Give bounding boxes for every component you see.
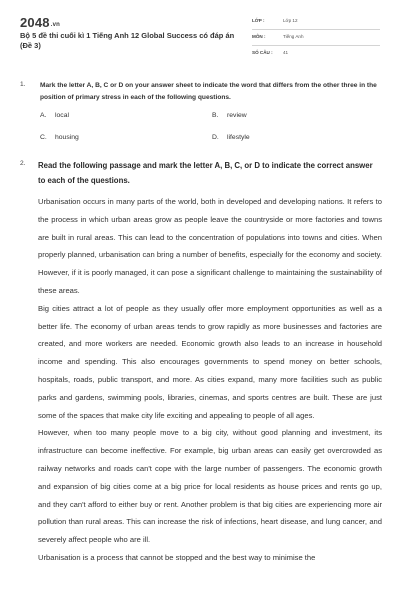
option-text: housing (55, 134, 79, 141)
question-prompt: Read the following passage and mark the letter A, B, C, or D to indicate the correct answer to each of the questions. (38, 161, 373, 185)
meta-row-count (252, 46, 380, 62)
option-text: lifestyle (227, 134, 250, 141)
meta-label-class: LỚP : (252, 18, 265, 23)
passage-paragraph: Urbanisation is a process that cannot be stopped and the best way to minimise the (38, 552, 316, 562)
option-text: review (227, 112, 247, 119)
option-letter: C. (40, 134, 47, 141)
option-b[interactable] (212, 112, 247, 119)
exam-meta-box (252, 14, 380, 62)
meta-label-subject: MÔN : (252, 34, 266, 39)
meta-value-class: Lớp 12 (283, 18, 298, 23)
option-letter: D. (212, 134, 219, 141)
option-letter: B. (212, 112, 219, 119)
question-prompt: Mark the letter A, B, C or D on your answer sheet to indicate the word that differs from the other three in the position of primary stress in each of the following questions. (40, 82, 377, 101)
page-header (0, 0, 400, 62)
option-letter: A. (40, 112, 47, 119)
passage-paragraph: However, when too many people move to a big city, without good planning and investment, its infrastructure can become ineffective. For example, big urban areas can easily get overcrowded as railway networks and roads can't cope with the large number of passengers. The economic growth and expansion of big cities come at a big price for local residents as house prices and rents go up, and they can't afford to either buy or rent. Another problem is that big cities are experiencing more air pollution than rural areas. This can increase the risk of infections, heart disease, and lung cancer, and severely affect people who are ill. (38, 428, 382, 545)
question-number: 1. (20, 81, 26, 88)
option-text: local (55, 112, 69, 119)
meta-row-class (252, 14, 380, 30)
option-a[interactable] (40, 112, 69, 119)
passage-paragraph: Big cities attract a lot of people as they usually offer more employment opportunities as well as a better life. The economy of urban areas tends to grow rapidly as more businesses and factories are created, and more workers are needed. Economic growth also leads to an increase in household income and spending. This also encourages governments to spend money on better schools, hospitals, roads, public transport, and more. As cities expand, many more facilities such as public parks and gardens, swimming pools, libraries, cinemas, and sports centres are built. These are just some of the spaces that make city life exciting and appealing to people of all ages. (38, 303, 382, 420)
reading-passage (38, 193, 382, 567)
document-title: Bộ 5 đề thi cuối kì 1 Tiếng Anh 12 Global Success có đáp án (Đề 3) (20, 31, 235, 50)
passage-paragraph: Urbanisation occurs in many parts of the world, both in developed and developing nations. It refers to the process in which urban areas grow as people leave the countryside or more factories and towns are built in rural areas. This can lead to the concentration of populations into towns and cities. When properly planned, urbanisation can bring a number of benefits, especially for the economy and society. However, if it is poorly managed, it can pose a significant challenge to maintaining the sustainability of these areas. (38, 197, 382, 295)
meta-row-subject (252, 30, 380, 46)
logo-text: 2048 (20, 15, 50, 30)
question-number: 2. (20, 160, 26, 167)
option-c[interactable] (40, 134, 79, 141)
meta-value-subject: Tiếng Anh (283, 34, 304, 39)
logo-tld: .vn (50, 22, 61, 28)
option-d[interactable] (212, 134, 250, 141)
site-logo[interactable] (20, 15, 60, 30)
meta-label-count: SỐ CÂU : (252, 50, 273, 55)
meta-value-count: 41 (283, 50, 289, 55)
